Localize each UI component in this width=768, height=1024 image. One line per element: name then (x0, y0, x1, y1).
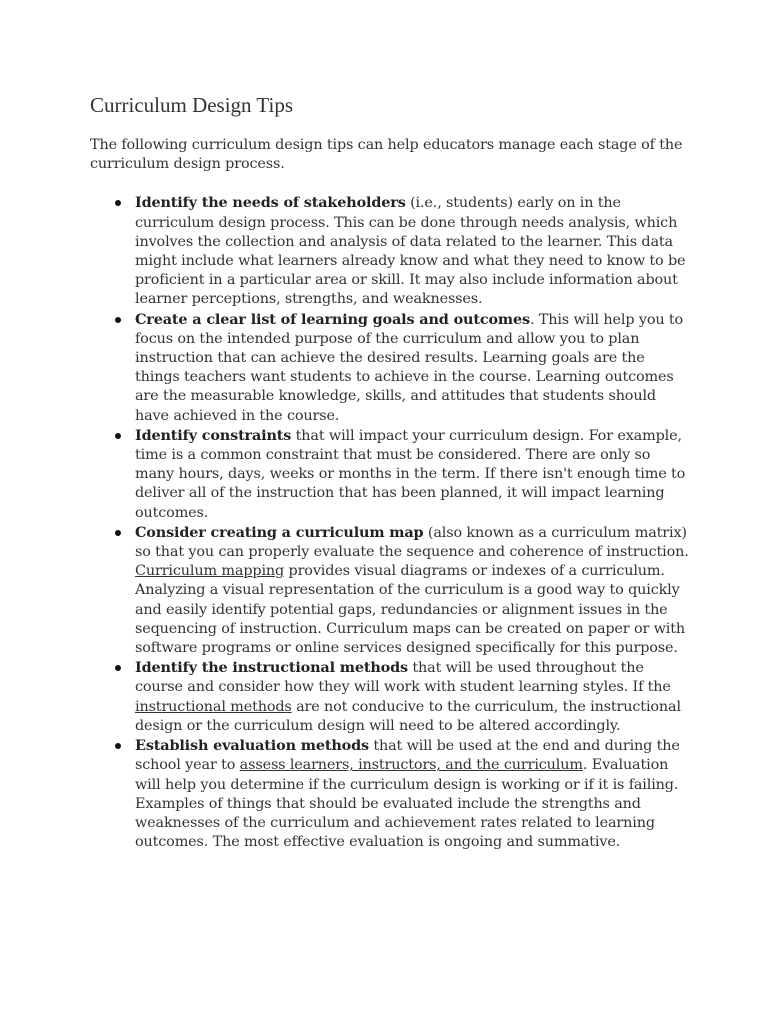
tip-heading: Establish evaluation methods (135, 737, 369, 755)
curriculum-mapping-link[interactable]: Curriculum mapping (135, 563, 285, 580)
tip-text: (also known as a curriculum matrix) so that you can properly evaluate the sequence and coherence of instruction. (135, 524, 689, 561)
tip-text: . This will help you to focus on the intended purpose of the curriculum and allow you to plan instruction that can achieve the desired results. Learning goals are the things teachers want students to achieve in the course. Learning outcomes are the measurable knowledge, skills, and attitudes that students should have achieved in the course. (135, 311, 684, 424)
list-item (90, 310, 690, 426)
instructional-methods-link[interactable]: instructional methods (135, 698, 292, 715)
tip-text: provides visual diagrams or indexes of a curriculum. Analyzing a visual representation of the curriculum is a good way to quickly and easily identify potential gaps, redundancies or alignment issues in the sequencing of instruction. Curriculum maps can be created on paper or with software programs or online services designed specifically for this purpose. (135, 563, 685, 657)
tip-heading: Create a clear list of learning goals and outcomes (135, 310, 530, 328)
document-page (90, 92, 690, 852)
page-title: Curriculum Design Tips (90, 93, 294, 117)
tip-text: that will be used throughout the course and consider how they will work with student learning styles. If the (135, 660, 671, 696)
bullet-icon (115, 665, 121, 671)
bullet-icon (115, 317, 121, 323)
bullet-icon (115, 433, 121, 439)
tip-text: are not conducive to the curriculum, the instructional design or the curriculum design will need to be altered accordingly. (135, 698, 681, 734)
intro-paragraph: The following curriculum design tips can help educators manage each stage of the curriculum design process. (90, 137, 683, 173)
tip-heading: Identify the instructional methods (135, 659, 408, 677)
tip-heading: Identify the needs of stakeholders (135, 194, 406, 212)
tip-text: (i.e., students) early on in the curriculum design process. This can be done through needs analysis, which involves the collection and analysis of data related to the learner. This data might include what learners already know and what they need to know to be proficient in a particular area or skill. It may also include information about learner perceptions, strengths, and weaknesses. (135, 195, 686, 308)
list-item (90, 193, 690, 309)
bullet-icon (115, 743, 121, 749)
list-item (90, 523, 690, 658)
list-item (90, 426, 690, 523)
bullet-icon (115, 530, 121, 536)
tip-text: that will impact your curriculum design. For example, time is a common constraint that must be considered. There are only so many hours, days, weeks or months in the term. If there isn't enough time to deliver all of the instruction that has been planned, it will impact learning outcomes. (135, 427, 686, 521)
tip-text: . Evaluation will help you determine if the curriculum design is working or if it is failing. Examples of things that should be evaluated include the strengths and weaknesses of the curriculum and achievement rates related to learning outcomes. The most effective evaluation is ongoing and summative. (135, 757, 679, 851)
list-item (90, 736, 690, 852)
tip-heading: Identify constraints (135, 426, 292, 444)
list-item (90, 658, 690, 736)
tips-list (90, 193, 690, 852)
bullet-icon (115, 200, 121, 206)
tip-heading: Consider creating a curriculum map (135, 523, 424, 541)
tip-text: that will be used at the end and during the school year to (135, 738, 680, 774)
assess-learners-link[interactable]: assess learners, instructors, and the curriculum (239, 757, 583, 774)
